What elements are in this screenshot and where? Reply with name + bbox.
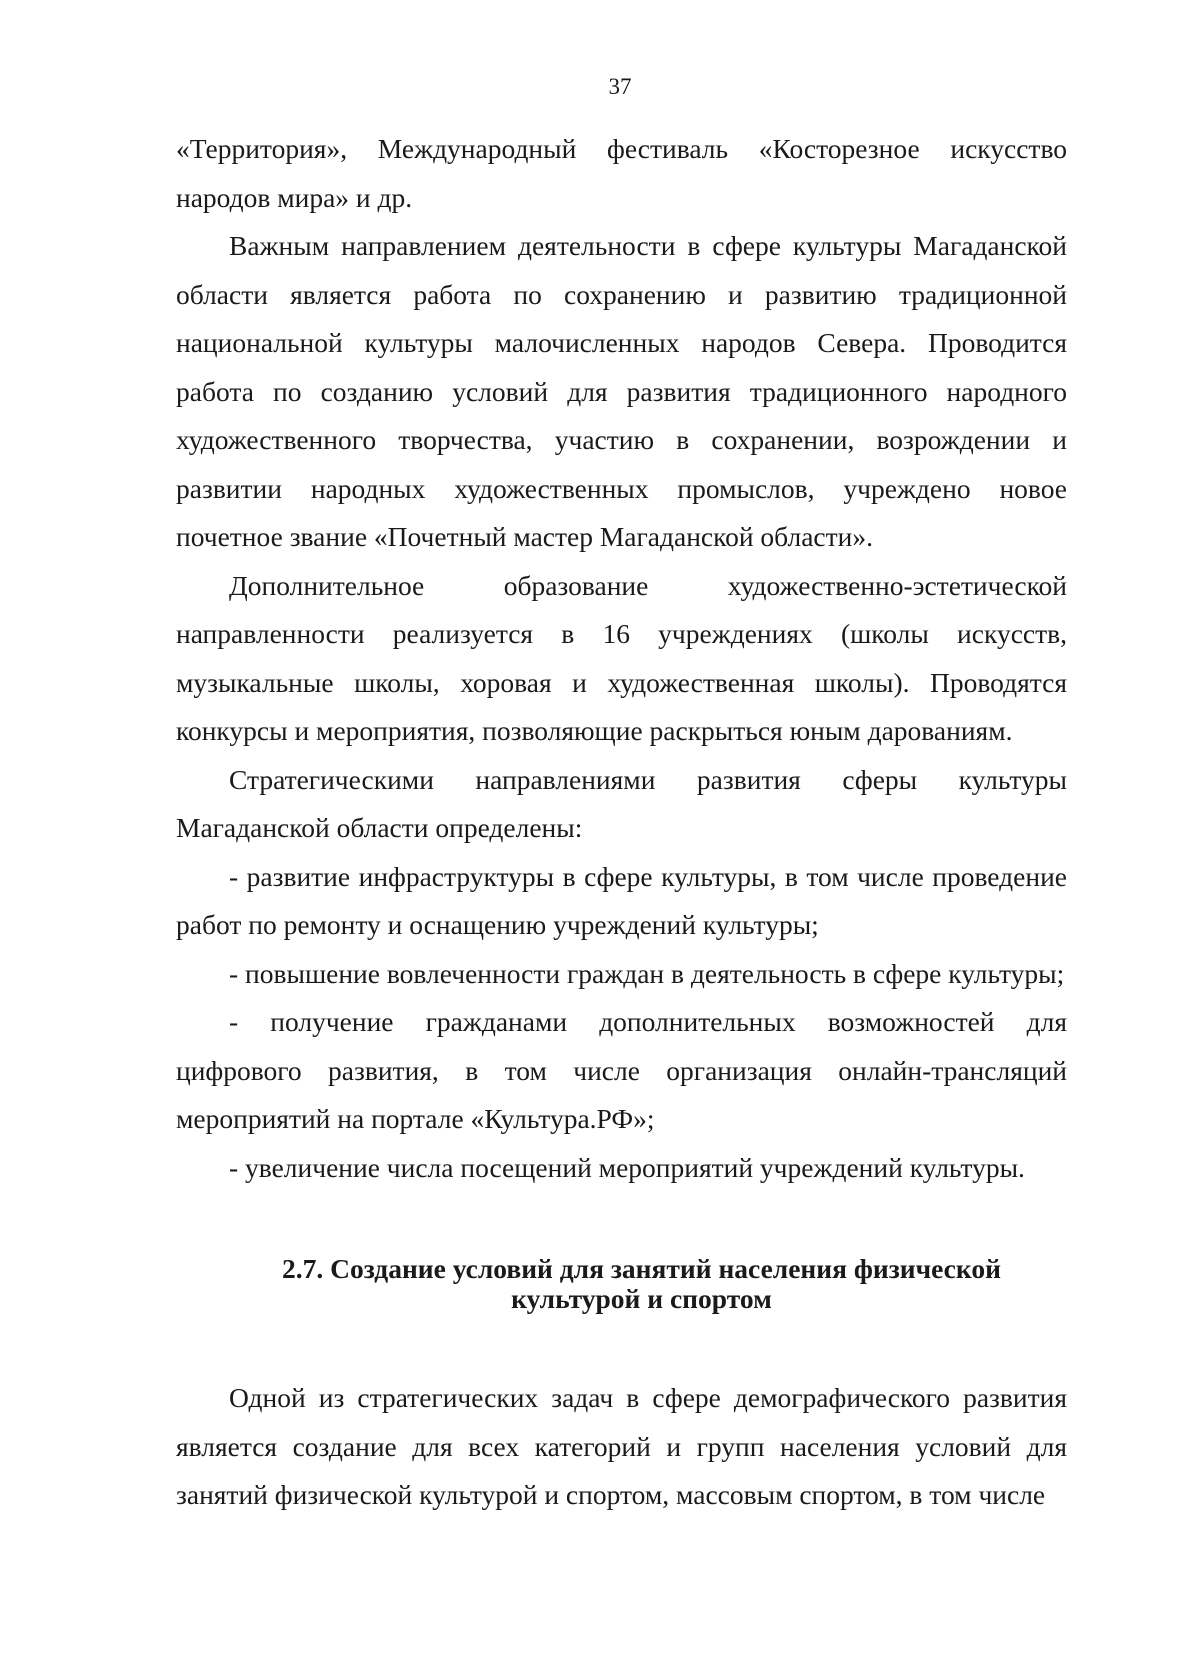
page-body [176, 125, 1067, 1520]
paragraph-traditional-culture: Важным направлением деятельности в сфере культуры Магаданской области является работа по сохранению и развитию традиционной национальной культуры малочисленных народов Севера. Проводится работа по созданию условий для развития традиционного народного художественного творчества, участию в сохранении, возрождении и развитии народных художественных промыслов, учреждено новое почетное звание «Почетный мастер Магаданской области». [176, 230, 1067, 552]
list-item: - получение гражданами дополнительных возможностей для цифрового развития, в том числе организация онлайн-трансляций мероприятий на портале «Культура.РФ»; [176, 1006, 1067, 1134]
section-heading-line-2: культурой и спортом [511, 1283, 772, 1314]
section-heading-line-1: 2.7. Создание условий для занятий населения физической [282, 1253, 1001, 1284]
list-item: - увеличение числа посещений мероприятий учреждений культуры. [229, 1151, 1025, 1183]
list-item: - повышение вовлеченности граждан в деятельность в сфере культуры; [229, 957, 1065, 989]
page-number: 37 [608, 74, 632, 99]
paragraph-additional-education: Дополнительное образование художественно-эстетической направленности реализуется в 16 учреждениях (школы искусств, музыкальные школы, хоровая и художественная школы). Проводятся конкурсы и мероприятия, позволяющие раскрыться юным дарованиям. [176, 569, 1067, 746]
paragraph-strategic-directions: Стратегическими направлениями развития сферы культуры Магаданской области определены: [176, 763, 1067, 843]
section-heading [176, 1254, 1067, 1314]
paragraph-continuation: «Территория», Международный фестиваль «Косторезное искусство народов мира» и др. [176, 133, 1067, 213]
list-item: - развитие инфраструктуры в сфере культуры, в том числе проведение работ по ремонту и оснащению учреждений культуры; [176, 860, 1067, 940]
paragraph-sport-conditions: Одной из стратегических задач в сфере демографического развития является создание для всех категорий и групп населения условий для занятий физической культурой и спортом, массовым спортом, в том числе [176, 1382, 1067, 1510]
